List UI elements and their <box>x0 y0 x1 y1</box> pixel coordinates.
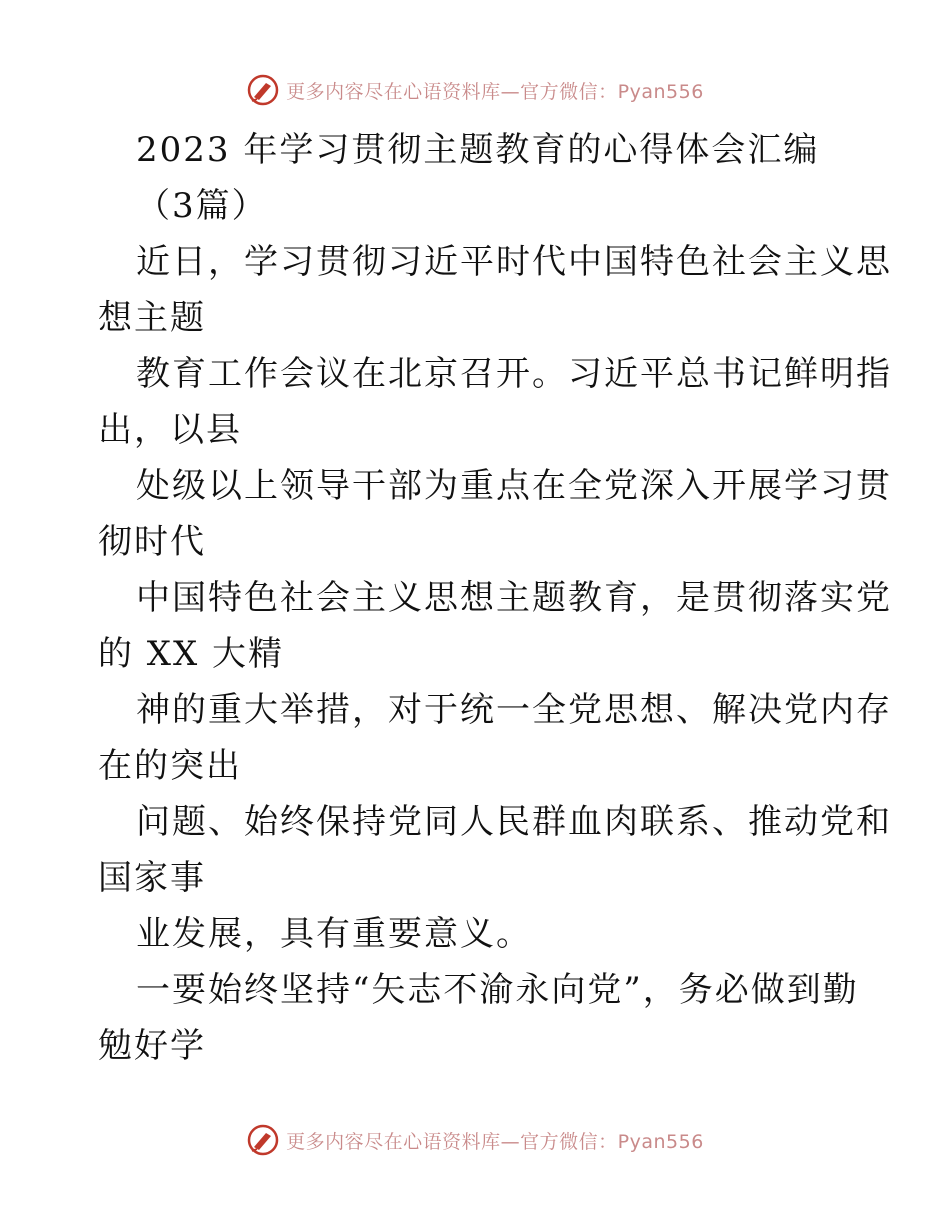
document-title: 2023 年学习贯彻主题教育的心得体会汇编 <box>136 130 820 170</box>
paragraph-line: 处级以上领导干部为重点在全党深入开展学习贯 <box>136 466 892 506</box>
header-watermark-banner <box>0 70 950 110</box>
paragraph-line: 教育工作会议在北京召开。习近平总书记鲜明指 <box>136 354 892 394</box>
watermark-text: 更多内容尽在心语资料库—官方微信：Pyan556 <box>286 1130 704 1153</box>
paragraph-line: 业发展，具有重要意义。 <box>136 914 532 954</box>
footer-watermark-banner <box>0 1120 950 1160</box>
paragraph-line: 近日，学习贯彻习近平时代中国特色社会主义思 <box>136 242 892 282</box>
paragraph-line: 想主题 <box>98 298 206 338</box>
logo-icon <box>246 73 280 107</box>
paragraph-line: 问题、始终保持党同人民群血肉联系、推动党和 <box>136 802 892 842</box>
paragraph-line: 国家事 <box>98 858 206 898</box>
logo-icon <box>246 1123 280 1157</box>
paragraph-line: 一要始终坚持“矢志不渝永向党”，务必做到勤 <box>136 970 859 1010</box>
document-body <box>98 122 892 1074</box>
paragraph-line: 神的重大举措，对于统一全党思想、解决党内存 <box>136 690 892 730</box>
paragraph-line: 彻时代 <box>98 522 206 562</box>
paragraph-line: 勉好学 <box>98 1026 206 1066</box>
paragraph-line: 的 XX 大精 <box>98 634 285 674</box>
document-title-continued: （3篇） <box>136 186 268 226</box>
paragraph-line: 出，以县 <box>98 410 242 450</box>
paragraph-line: 在的突出 <box>98 746 242 786</box>
watermark-text: 更多内容尽在心语资料库—官方微信：Pyan556 <box>286 80 704 103</box>
paragraph-line: 中国特色社会主义思想主题教育，是贯彻落实党 <box>136 578 892 618</box>
